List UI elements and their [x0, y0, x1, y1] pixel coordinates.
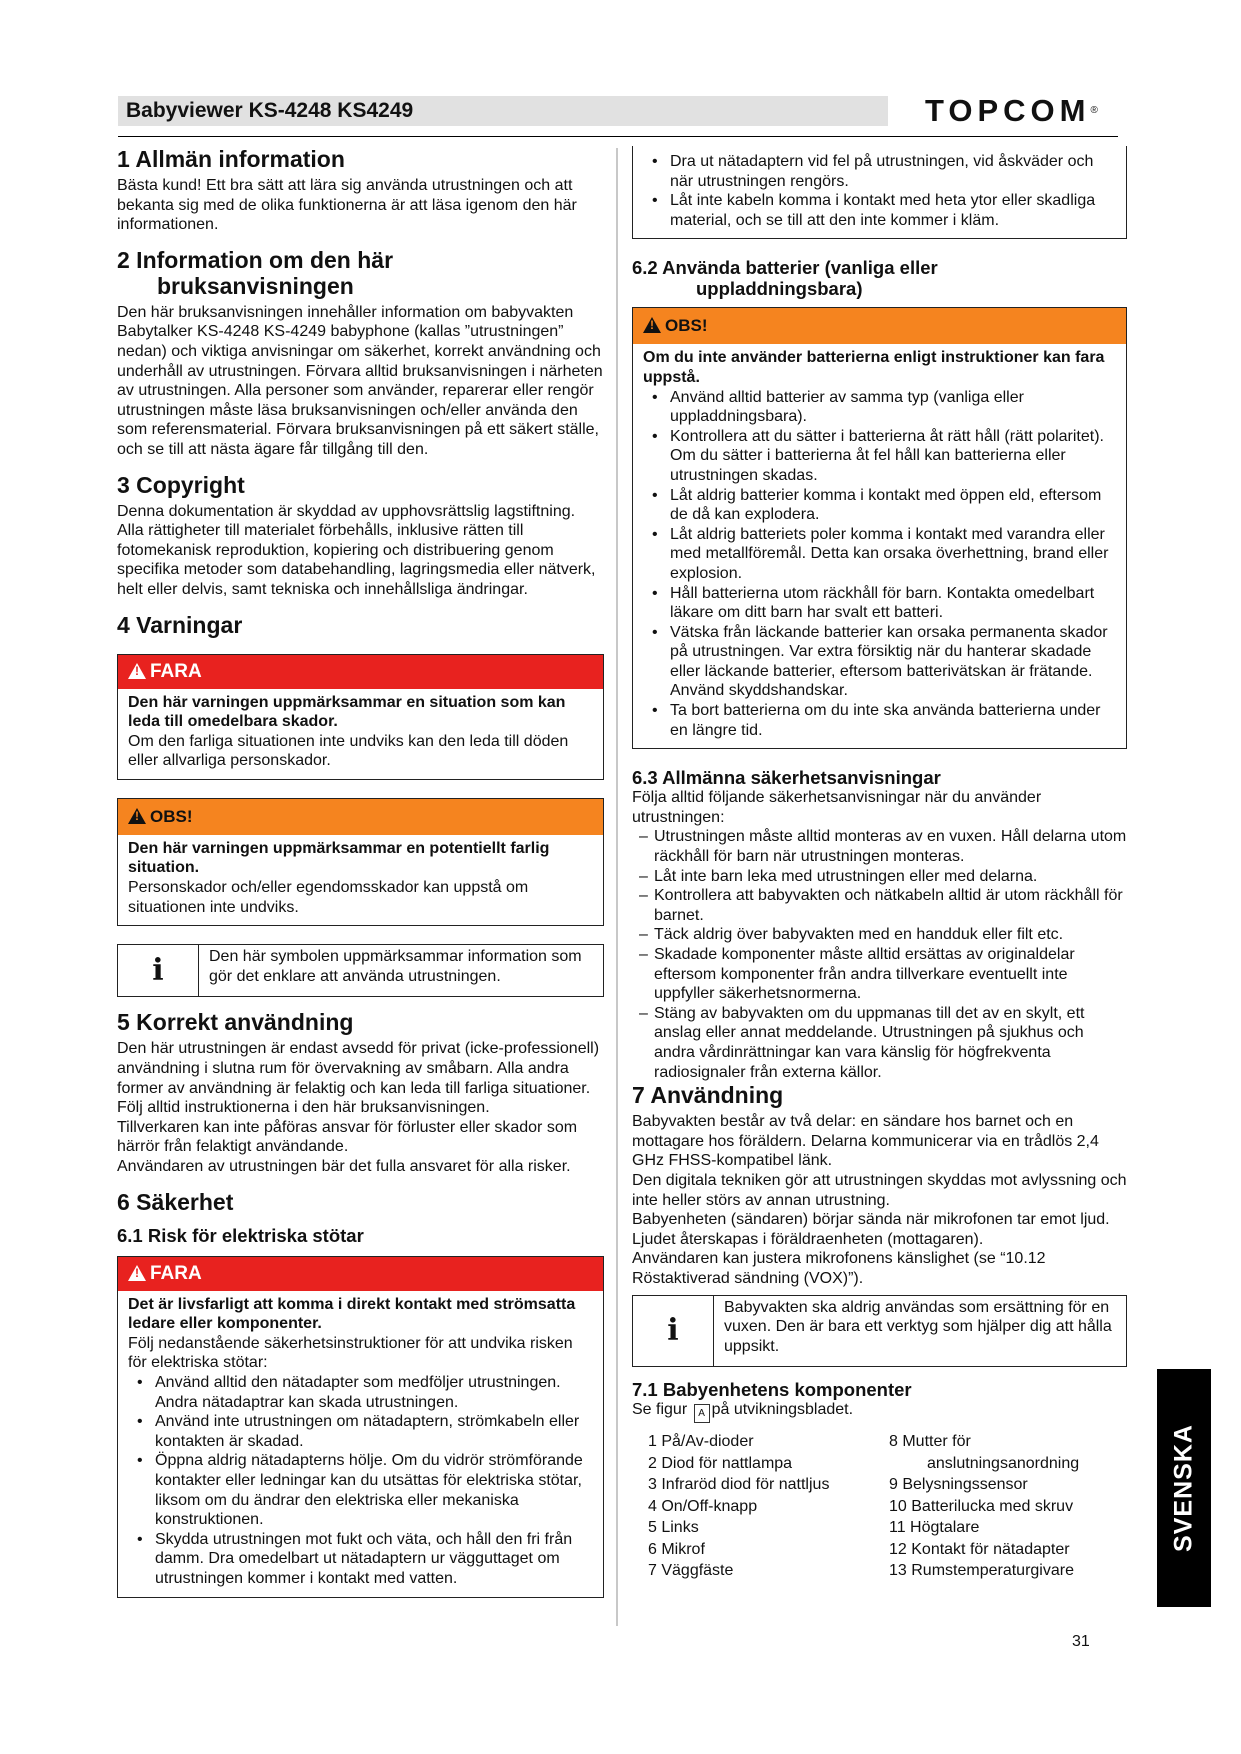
info-text: Babyvakten ska aldrig användas som ersättning för en vuxen. Den är bara ett verktyg som hjälper dig att hålla uppsikt. [724, 1298, 1112, 1355]
section-7-title: 7 Användning [632, 1082, 784, 1109]
info-icon: i [118, 945, 199, 996]
list-item: • Vätska från läckande batterier kan orsaka permanenta skador på utrustningen. Var extra försiktig när du hanterar skadade eller läckande batterier, eftersom batterivätskan är frätande. Använd skyddshandskar. [643, 623, 1116, 701]
list-item: 8 Mutter för [889, 1433, 971, 1451]
brand-logo [925, 93, 1098, 128]
language-tab [1157, 1369, 1211, 1607]
electric-danger-box [117, 1256, 604, 1598]
list-item: • Skydda utrustningen mot fukt och väta, och håll den fri från damm. Dra omedelbart ut nätadaptern ur vägguttaget om utrustningen kommer i kontakt med vatten. [128, 1530, 593, 1589]
list-item: 11 Högtalare [889, 1519, 980, 1537]
list-item: • Låt aldrig batteriets poler komma i kontakt med varandra eller med metallföremål. Detta kan orsaka överhettning, brand eller explosion. [643, 525, 1116, 584]
logo-text: TOPCOM [925, 93, 1091, 128]
list-item: • Håll batterierna utom räckhåll för barn. Kontakta omedelbart läkare om ditt barn har svalt ett batteri. [643, 584, 1116, 623]
section-5-title: 5 Korrekt användning [117, 1009, 354, 1036]
warning-triangle-icon: ! [128, 663, 146, 679]
section-5-p2: Följ alltid instruktionerna i den här bruksanvisningen. [117, 1099, 490, 1117]
warning-triangle-icon: ! [643, 317, 661, 333]
electric-safety-list [128, 1373, 593, 1589]
danger-header: ! FARA [118, 1257, 603, 1291]
continued-danger-box [632, 146, 1127, 239]
list-item: 3 Infraröd diod för nattljus [648, 1476, 830, 1494]
section-7-p4: Användaren kan justera mikrofonens känslighet (se “10.12 Röstaktiverad sändning (VOX)”). [632, 1250, 1046, 1287]
caution-box [117, 798, 604, 926]
section-7-p2: Den digitala tekniken gör att utrustningen skyddas mot avlyssning och inte heller störs av annan utrustning. [632, 1171, 1127, 1209]
list-item: • Kontrollera att du sätter i batterierna åt rätt håll (rätt polaritet). Om du sätter i batterierna åt fel håll kan batterierna eller utrustningen skadas. [643, 427, 1116, 486]
list-item: • Öppna aldrig nätadapterns hölje. Om du vidrör strömförande kontakter eller ledningar kan du utsättas för elektriska stötar, liksom om du ändrar den elektriska eller mekaniska konstruktionen. [128, 1451, 593, 1529]
list-item: 12 Kontakt för nätadapter [889, 1540, 1070, 1558]
caution-header: ! OBS! [118, 799, 603, 835]
list-item: – Täck aldrig över babyvakten med en handduk eller filt etc. [632, 925, 1127, 945]
general-safety-list [632, 827, 1127, 1082]
section-6-2-title: 6.2 Använda batterier (vanliga eller uppladdningsbara) [632, 257, 938, 300]
list-item: 1 På/Av-dioder [648, 1433, 754, 1451]
list-item: • Använd inte utrustningen om nätadaptern, strömkabeln eller kontakten är skadad. [128, 1412, 593, 1451]
info-icon: i [633, 1296, 714, 1367]
section-7-1-title: 7.1 Babyenhetens komponenter [632, 1379, 912, 1401]
section-1-title: 1 Allmän information [117, 146, 345, 172]
danger-box [117, 654, 604, 780]
component-list [632, 1431, 1127, 1581]
component-column-2 [889, 1431, 1127, 1582]
section-7-p1: Babyvakten består av två delar: en sändare hos barnet och en mottagare hos föräldern. Delarna kommunicerar via en trådlös 2,4 GHz FHSS-kompatibel länk. [632, 1113, 1099, 1170]
continued-list [643, 152, 1116, 230]
section-1-body: Bästa kund! Ett bra sätt att lära sig använda utrustningen och att bekanta sig med de olika funktionerna är att läsa igenom den här informationen. [117, 177, 577, 234]
language-tab-label: SVENSKA [1169, 1424, 1198, 1552]
battery-caution-body: Om du inte använder batterierna enligt instruktioner kan fara uppstå. • Använd alltid batterier av samma typ (vanliga eller uppladdningsbara). • Kontrollera att du sätter i batterierna åt rätt håll (rätt polaritet). Om du sätter i batterierna åt fel håll kan batterierna eller utrustningen skadas. • Låt aldrig batterier komma i kontakt med öppen eld, eftersom de då kan explodera. • Låt aldrig batteriets poler komma i kontakt med varandra eller med metallföremål. Detta kan orsaka överhettning, brand eller explosion. • Håll batterierna utom räckhåll för barn. Kontakta omedelbart läkare om ditt barn har svalt ett batteri. • Vätska från läckande batterier kan orsaka permanenta skador på utrustningen. Var extra försiktig när du hanterar skadade eller läckande batterier, eftersom batterivätskan är frätande. Använd skyddshandskar. • Ta bort batterierna om du inte ska använda batterierna under en längre tid. [633, 344, 1126, 748]
column-divider [616, 148, 618, 1626]
section-5-p3: Tillverkaren kan inte påföras ansvar för förluster eller skador som härrör från felaktigt användande. [117, 1118, 578, 1156]
component-column-1 [648, 1431, 888, 1582]
warning-triangle-icon: ! [128, 808, 146, 824]
danger-header: ! FARA [118, 655, 603, 689]
list-item: • Låt aldrig batterier komma i kontakt med öppen eld, eftersom de då kan explodera. [643, 486, 1116, 525]
list-item: • Ta bort batterierna om du inte ska använda batterierna under en längre tid. [643, 701, 1116, 740]
section-5-p1: Den här utrustningen är endast avsedd för privat (icke-professionell) användning i slutna rum för övervakning av småbarn. Alla andra former av användning är felaktig och kan leda till farliga situationer. [117, 1040, 600, 1097]
list-item: anslutningsanordning [927, 1454, 1080, 1472]
section-6-title: 6 Säkerhet [117, 1188, 234, 1215]
list-item: 10 Batterilucka med skruv [889, 1497, 1074, 1515]
section-6-3-title: 6.3 Allmänna säkerhetsanvisningar [632, 767, 941, 789]
list-item: – Utrustningen måste alltid monteras av en vuxen. Håll delarna utom räckhåll för barn när utrustningen monteras. [632, 827, 1127, 866]
battery-caution-box [632, 307, 1127, 749]
warning-triangle-icon: ! [128, 1265, 146, 1281]
list-item: 2 Diod för nattlampa [648, 1454, 793, 1472]
section-3-title: 3 Copyright [117, 471, 245, 498]
caution-header: ! OBS! [633, 308, 1126, 344]
right-column [632, 146, 1127, 1581]
header-rule [118, 136, 1118, 137]
section-7-p3: Babyenheten (sändaren) börjar sända när mikrofonen tar emot ljud. Ljudet återskapas i föräldraenheten (mottagaren). [632, 1211, 1110, 1248]
figure-a-icon: A [694, 1404, 710, 1423]
list-item: • Använd alltid den nätadapter som medföljer utrustningen. Andra nätadaptrar kan skada utrustningen. [128, 1373, 593, 1412]
list-item: – Stäng av babyvakten om du uppmanas till det av en skylt, ett anslag eller annat meddelande. Utrustningen på sjukhus och andra vårdinrättningar kan vara känslig för högfrekventa radiosignaler från externa källor. [632, 1004, 1127, 1082]
section-5-p4: Användaren av utrustningen bär det fulla ansvaret för alla risker. [117, 1158, 571, 1175]
section-2-body: Den här bruksanvisningen innehåller information om babyvakten Babytalker KS-4248 KS-4249 babyphone (kallas ”utrustningen” nedan) och viktiga anvisningar om säkerhet, korrekt användning och underhåll av utrustningen. Förvara alltid bruksanvisningen i närheten av utrustningen. Alla personer som använder, reparerar eller rengör utrustningen måste läsa bruksanvisningen och/eller använda den som referensmaterial. Förvara bruksanvisningen på ett säkert ställe, och se till att nästa ägare får tillgång till den. [117, 303, 603, 458]
figure-reference: Se figur A på utvikningsbladet. [632, 1400, 1127, 1423]
registered-mark: ® [1090, 105, 1098, 116]
document-title: Babyviewer KS-4248 KS4249 [126, 99, 414, 122]
left-column [117, 146, 604, 1598]
page-number: 31 [1072, 1633, 1090, 1650]
list-item: 4 On/Off-knapp [648, 1497, 758, 1515]
danger-body: Den här varningen uppmärksammar en situation som kan leda till omedelbara skador. Om den farliga situationen inte undviks kan den leda till döden eller allvarliga personskador. [128, 693, 569, 770]
list-item: – Skadade komponenter måste alltid ersättas av originaldelar eftersom komponenter från andra tillverkare eventuellt inte uppfyller säkerhetsnormerna. [632, 945, 1127, 1004]
list-item: 5 Links [648, 1519, 699, 1537]
section-4-title: 4 Varningar [117, 611, 243, 638]
info-text: Den här symbolen uppmärksammar information som gör det enklare att använda utrustningen. [209, 948, 582, 985]
section-2-title: 2 Information om den här bruksanvisningen [117, 246, 394, 299]
list-item: • Dra ut nätadaptern vid fel på utrustningen, vid åskväder och när utrustningen rengörs. [643, 152, 1116, 191]
battery-list [643, 388, 1116, 741]
section-6-1-title: 6.1 Risk för elektriska stötar [117, 1224, 364, 1246]
list-item: 9 Belysningssensor [889, 1476, 1028, 1494]
list-item: 6 Mikrof [648, 1540, 705, 1558]
list-item: – Kontrollera att babyvakten och nätkabeln alltid är utom räckhåll för barnet. [632, 886, 1127, 925]
section-6-3-intro: Följa alltid följande säkerhetsanvisningar när du använder utrustningen: [632, 789, 1042, 826]
info-box [632, 1295, 1127, 1368]
list-item: 7 Väggfäste [648, 1562, 734, 1580]
electric-danger-body: Det är livsfarligt att komma i direkt kontakt med strömsatta ledare eller komponenter. Följ nedanstående säkerhetsinstruktioner för att undvika risken för elektriska stötar: • Använd alltid den nätadapter som medföljer utrustningen. Andra nätadaptrar kan skada utrustningen. • Använd inte utrustningen om nätadaptern, strömkabeln eller kontakten är skadad. • Öppna aldrig nätadapterns hölje. Om du vidrör strömförande kontakter eller ledningar kan du utsättas för elektriska stötar, liksom om du ändrar den elektriska eller mekaniska konstruktionen. • Skydda utrustningen mot fukt och väta, och håll den fri från damm. Dra omedelbart ut nätadaptern ur vägguttaget om utrustningen kommer i kontakt med vatten. [118, 1291, 603, 1597]
list-item: • Låt inte kabeln komma i kontakt med heta ytor eller skadliga material, och se till att den inte kommer i kläm. [643, 191, 1116, 230]
list-item: • Använd alltid batterier av samma typ (vanliga eller uppladdningsbara). [643, 388, 1116, 427]
list-item: 13 Rumstemperaturgivare [889, 1562, 1074, 1580]
caution-body: Den här varningen uppmärksammar en potentiellt farlig situation. Personskador och/eller egendomsskador kan uppstå om situationen inte undviks. [128, 839, 550, 916]
info-box [117, 944, 604, 997]
list-item: – Låt inte barn leka med utrustningen eller med delarna. [632, 867, 1127, 887]
section-3-body: Denna dokumentation är skyddad av upphovsrättslig lagstiftning. Alla rättigheter till materialet förbehålls, inklusive rätten till fotomekanisk reproduktion, kopiering och distribuering genom specifika metoder som databehandling, lagringsmedia eller nätverk, helt eller delvis, samt tekniska och innehållsliga ändringar. [117, 502, 596, 598]
